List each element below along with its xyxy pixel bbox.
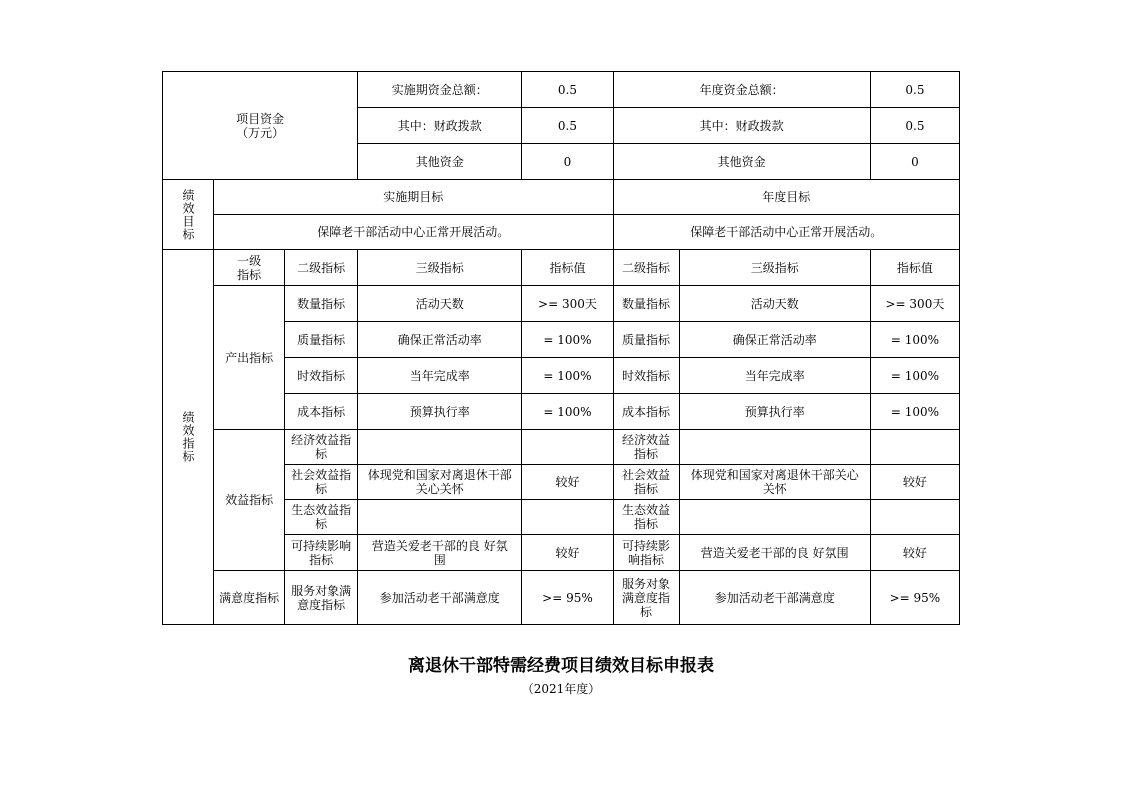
annual-total-label: 年度资金总额：: [613, 72, 870, 108]
satisfaction-value: >= 95%: [522, 571, 613, 625]
benefit-l3-annual: 体现党和国家对离退休干部关心 关怀: [679, 465, 870, 500]
annual-total-value: 0.5: [870, 72, 959, 108]
benefit-l2: 生态效益指 标: [285, 500, 358, 535]
output-l2: 时效指标: [285, 358, 358, 394]
benefit-l3: [358, 430, 522, 465]
annual-other-value: 0: [870, 144, 959, 180]
output-l3-annual: 活动天数: [679, 286, 870, 322]
annual-fiscal-label: 其中：财政拨款: [613, 108, 870, 144]
output-l2-annual: 数量指标: [613, 286, 679, 322]
output-value-annual: >= 300天: [870, 286, 959, 322]
satisfaction-l3: 参加活动老干部满意度: [358, 571, 522, 625]
satisfaction-l3-annual: 参加活动老干部满意度: [679, 571, 870, 625]
period-goal-header: 实施期目标: [214, 180, 613, 215]
output-l3-annual: 预算执行率: [679, 394, 870, 430]
benefit-l2-annual: 社会效益 指标: [613, 465, 679, 500]
output-label: 产出指标: [214, 286, 285, 430]
period-goal-text: 保障老干部活动中心正常开展活动。: [214, 215, 613, 250]
output-value: = 100%: [522, 322, 613, 358]
period-total-value: 0.5: [522, 72, 613, 108]
benefit-l2: 社会效益指 标: [285, 465, 358, 500]
benefit-label: 效益指标: [214, 430, 285, 571]
output-l2-annual: 时效指标: [613, 358, 679, 394]
document-subtitle: （2021年度）: [521, 682, 601, 696]
header-level1: 一级 指标: [214, 250, 285, 286]
output-l2: 成本指标: [285, 394, 358, 430]
output-value-annual: = 100%: [870, 394, 959, 430]
benefit-l3: 营造关爱老干部的良 好氛 围: [358, 535, 522, 571]
indicators-label: 绩效指标: [163, 250, 214, 625]
header-value-annual: 指标值: [870, 250, 959, 286]
output-value: = 100%: [522, 394, 613, 430]
output-value: >= 300天: [522, 286, 613, 322]
satisfaction-label: 满意度指标: [214, 571, 285, 625]
header-value: 指标值: [522, 250, 613, 286]
output-l3: 活动天数: [358, 286, 522, 322]
performance-goal-table: [162, 71, 960, 625]
period-other-label: 其他资金: [358, 144, 522, 180]
output-l2: 数量指标: [285, 286, 358, 322]
output-l3: 预算执行率: [358, 394, 522, 430]
output-l2-annual: 成本指标: [613, 394, 679, 430]
annual-goal-text: 保障老干部活动中心正常开展活动。: [613, 215, 959, 250]
satisfaction-l2-annual: 服务对象 满意度指 标: [613, 571, 679, 625]
benefit-l3: 体现党和国家对离退休干部 关心关怀: [358, 465, 522, 500]
output-l3-annual: 当年完成率: [679, 358, 870, 394]
header-level3-annual: 三级指标: [679, 250, 870, 286]
benefit-value: [522, 500, 613, 535]
benefit-l3-annual: [679, 430, 870, 465]
output-l3: 确保正常活动率: [358, 322, 522, 358]
period-total-label: 实施期资金总额：: [358, 72, 522, 108]
benefit-l2: 可持续影响 指标: [285, 535, 358, 571]
header-level2-annual: 二级指标: [613, 250, 679, 286]
benefit-value: 较好: [522, 465, 613, 500]
benefit-value: 较好: [522, 535, 613, 571]
benefit-value-annual: 较好: [870, 465, 959, 500]
benefit-l3-annual: [679, 500, 870, 535]
header-level2: 二级指标: [285, 250, 358, 286]
benefit-l3-annual: 营造关爱老干部的良 好氛围: [679, 535, 870, 571]
period-fiscal-label: 其中：财政拨款: [358, 108, 522, 144]
satisfaction-value-annual: >= 95%: [870, 571, 959, 625]
output-l2: 质量指标: [285, 322, 358, 358]
benefit-value-annual: 较好: [870, 535, 959, 571]
benefit-value: [522, 430, 613, 465]
benefit-l2-annual: 经济效益 指标: [613, 430, 679, 465]
benefit-l2-annual: 生态效益 指标: [613, 500, 679, 535]
output-value-annual: = 100%: [870, 322, 959, 358]
output-l3: 当年完成率: [358, 358, 522, 394]
document-title: 离退休干部特需经费项目绩效目标申报表: [408, 656, 714, 676]
benefit-l2: 经济效益指 标: [285, 430, 358, 465]
period-fiscal-value: 0.5: [522, 108, 613, 144]
annual-goal-header: 年度目标: [613, 180, 959, 215]
benefit-l2-annual: 可持续影 响指标: [613, 535, 679, 571]
benefit-value-annual: [870, 500, 959, 535]
funding-label: 项目资金 （万元）: [163, 72, 358, 180]
output-value-annual: = 100%: [870, 358, 959, 394]
annual-fiscal-value: 0.5: [870, 108, 959, 144]
satisfaction-l2: 服务对象满 意度指标: [285, 571, 358, 625]
header-level3: 三级指标: [358, 250, 522, 286]
output-l2-annual: 质量指标: [613, 322, 679, 358]
benefit-value-annual: [870, 430, 959, 465]
period-other-value: 0: [522, 144, 613, 180]
output-value: = 100%: [522, 358, 613, 394]
output-l3-annual: 确保正常活动率: [679, 322, 870, 358]
goals-label: 绩效目标: [163, 180, 214, 250]
benefit-l3: [358, 500, 522, 535]
annual-other-label: 其他资金: [613, 144, 870, 180]
